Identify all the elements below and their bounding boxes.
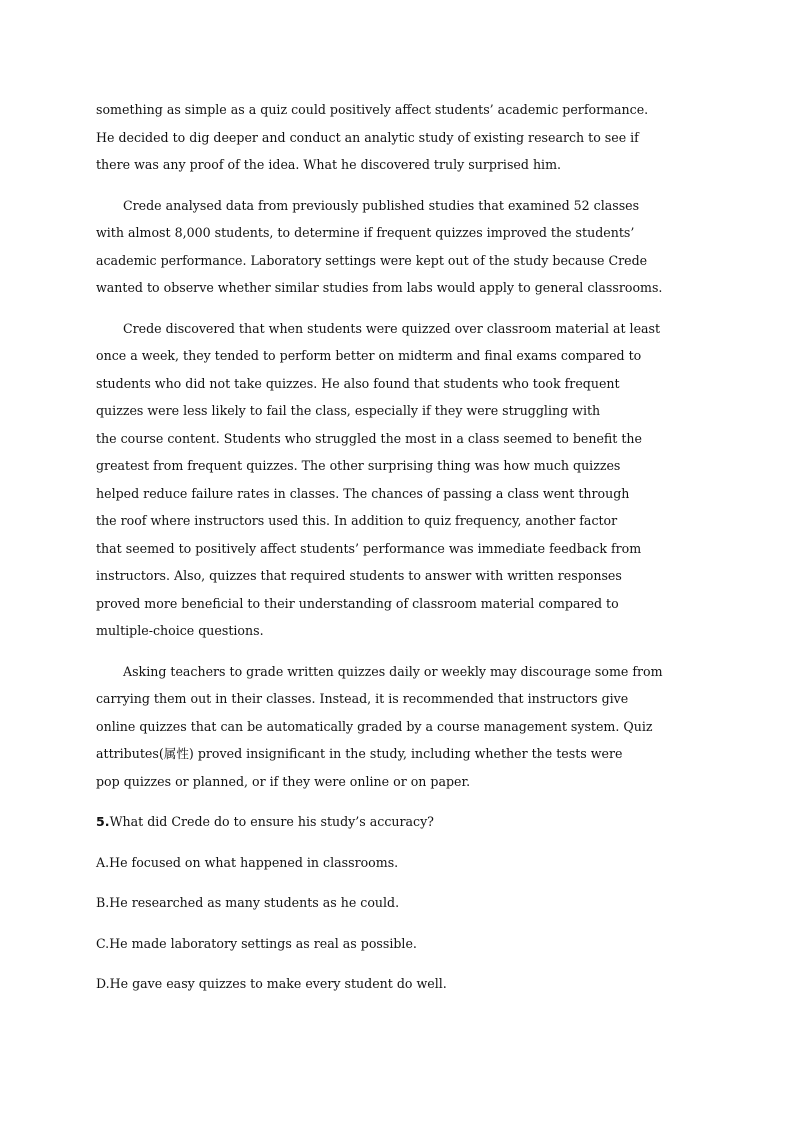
option-b: B.He researched as many students as he could. bbox=[96, 895, 400, 910]
passage-paragraph-2: Crede analysed data from previously published studies that examined 52 classes with almost 8,000 students, to determine if frequent quizzes improved the students’ academic performance. Laboratory settings were kept out of the study because Crede wanted to observe whether similar studies from labs would apply to general classrooms. bbox=[96, 197, 663, 295]
option-d: D.He gave easy quizzes to make every student do well. bbox=[96, 976, 447, 991]
question-5 bbox=[96, 808, 696, 836]
question-text: What did Crede do to ensure his study’s accuracy? bbox=[109, 814, 434, 829]
passage-paragraph-3: Crede discovered that when students were quizzed over classroom material at least once a week, they tended to perform better on midterm and final exams compared to students who did not take quizzes. He also found that students who took frequent quizzes were less likely to fail the class, especially if they were struggling with the course content. Students who struggled the most in a class seemed to benefit the greatest from frequent quizzes. The other surprising thing was how much quizzes helped reduce failure rates in classes. The chances of passing a class went through the roof where instructors used this. In addition to quiz frequency, another factor that seemed to positively affect students’ performance was immediate feedback from instructors. Also, quizzes that required students to answer with written responses proved more beneficial to their understanding of classroom material compared to multiple-choice questions. bbox=[96, 320, 661, 638]
passage-paragraph-1: something as simple as a quiz could positively affect students’ academic performance. He decided to dig deeper and conduct an analytic study of existing research to see if there was any proof of the idea. What he discovered truly surprised him. bbox=[96, 102, 649, 172]
option-c: C.He made laboratory settings as real as possible. bbox=[96, 935, 417, 951]
passage-paragraph-4: Asking teachers to grade written quizzes daily or weekly may discourage some from carrying them out in their classes. Instead, it is recommended that instructors give online quizzes that can be automatically graded by a course management system. Quiz attributes(属性) proved insignificant in the study, including whether the tests were pop quizzes or planned, or if they were online or on paper. bbox=[96, 663, 663, 789]
question-number: 5. bbox=[96, 814, 110, 829]
option-a: A.He focused on what happened in classrooms. bbox=[96, 854, 399, 870]
document-page bbox=[96, 96, 696, 998]
